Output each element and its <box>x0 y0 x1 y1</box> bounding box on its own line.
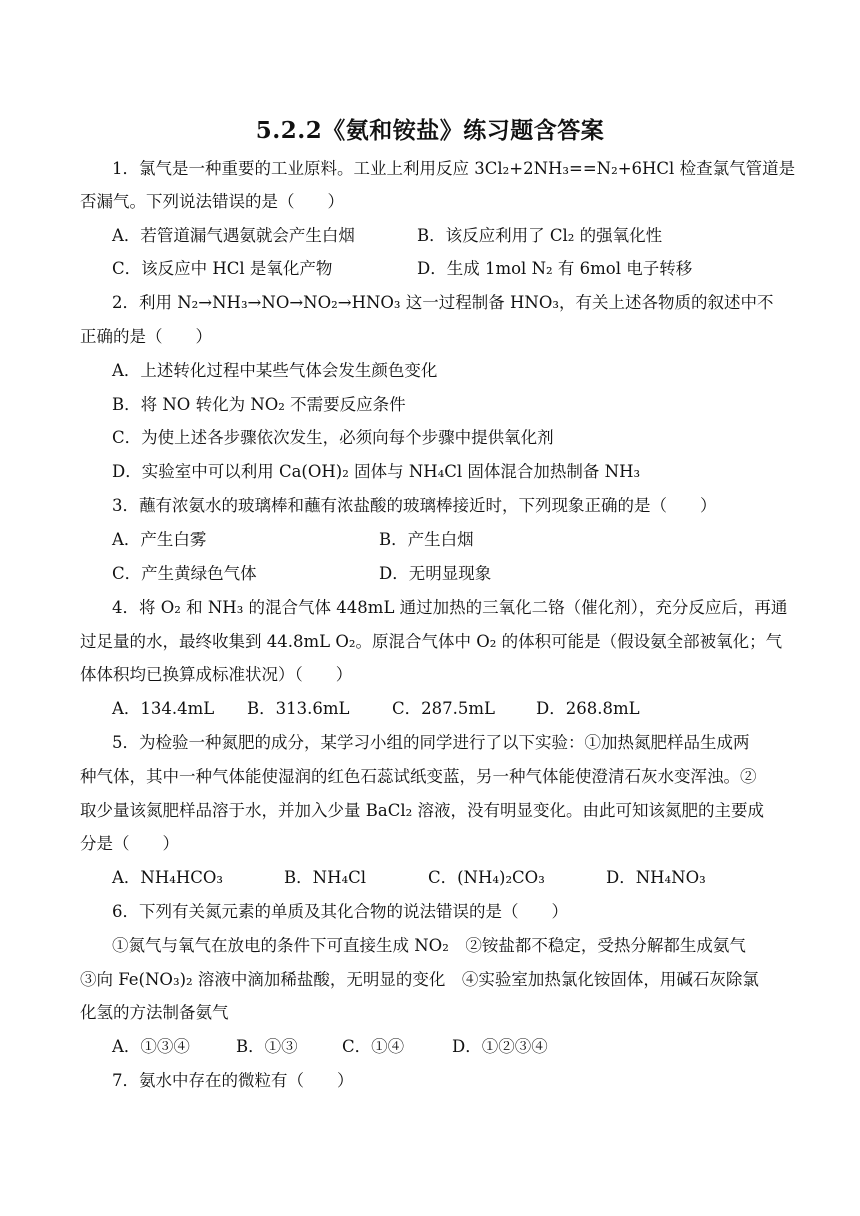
q6-stem-line1: 6．下列有关氮元素的单质及其化合物的说法错误的是（ ） <box>112 902 568 921</box>
q5-option-b: B．NH₄Cl <box>284 868 366 887</box>
q7-stem-line1: 7．氨水中存在的微粒有（ ） <box>112 1071 354 1090</box>
q2-option-b: B．将 NO 转化为 NO₂ 不需要反应条件 <box>112 395 406 414</box>
q1-option-b: B．该反应利用了 Cl₂ 的强氧化性 <box>417 226 663 245</box>
q5-stem-line4: 分是（ ） <box>80 834 179 853</box>
q6-stem-line4: 化氢的方法制备氨气 <box>80 1003 229 1022</box>
q4-stem-line2: 过足量的水，最终收集到 44.8mL O₂。原混合气体中 O₂ 的体积可能是（假设氨全部被氧化；气 <box>80 632 783 651</box>
q1-stem-line1: 1．氯气是一种重要的工业原料。工业上利用反应 3Cl₂+2NH₃==N₂+6HCl 检查氯气管道是 <box>112 159 796 178</box>
q6-option-a: A．①③④ <box>112 1037 190 1056</box>
q6-option-b: B．①③ <box>236 1037 298 1056</box>
q2-option-a: A．上述转化过程中某些气体会发生颜色变化 <box>112 361 438 380</box>
q3-option-a: A．产生白雾 <box>112 530 207 549</box>
q5-option-d: D．NH₄NO₃ <box>606 868 706 887</box>
q4-option-b: B．313.6mL <box>247 699 350 718</box>
q3-option-b: B．产生白烟 <box>379 530 474 549</box>
q5-stem-line3: 取少量该氮肥样品溶于水，并加入少量 BaCl₂ 溶液，没有明显变化。由此可知该氮肥的主要成 <box>80 801 764 820</box>
q1-option-d: D．生成 1mol N₂ 有 6mol 电子转移 <box>417 259 693 278</box>
q2-stem-line2: 正确的是（ ） <box>80 327 212 346</box>
q6-stem-line2: ①氮气与氧气在放电的条件下可直接生成 NO₂ ②铵盐都不稳定，受热分解都生成氨气 <box>112 936 746 955</box>
q3-option-d: D．无明显现象 <box>379 564 492 583</box>
q4-option-a: A．134.4mL <box>112 699 215 718</box>
q4-stem-line1: 4．将 O₂ 和 NH₃ 的混合气体 448mL 通过加热的三氧化二铬（催化剂），充分反应后，再通 <box>112 598 788 617</box>
q2-stem-line1: 2．利用 N₂→NH₃→NO→NO₂→HNO₃ 这一过程制备 HNO₃，有关上述各物质的叙述中不 <box>112 293 774 312</box>
q1-option-a: A．若管道漏气遇氨就会产生白烟 <box>112 226 355 245</box>
q5-stem-line2: 种气体，其中一种气体能使湿润的红色石蕊试纸变蓝，另一种气体能使澄清石灰水变浑浊。② <box>80 767 757 786</box>
q2-option-c: C．为使上述各步骤依次发生，必须向每个步骤中提供氧化剂 <box>112 428 554 447</box>
q4-option-d: D．268.8mL <box>536 699 640 718</box>
q4-stem-line3: 体体积均已换算成标准状况）（ ） <box>80 665 353 684</box>
q6-option-d: D．①②③④ <box>452 1037 548 1056</box>
q3-stem-line1: 3．蘸有浓氨水的玻璃棒和蘸有浓盐酸的玻璃棒接近时，下列现象正确的是（ ） <box>112 496 717 515</box>
page-title: 5.2.2《氨和铵盐》练习题含答案 <box>255 117 605 144</box>
q5-option-c: C．(NH₄)₂CO₃ <box>428 868 545 887</box>
q5-stem-line1: 5．为检验一种氮肥的成分，某学习小组的同学进行了以下实验：①加热氮肥样品生成两 <box>112 733 750 752</box>
q6-stem-line3: ③向 Fe(NO₃)₂ 溶液中滴加稀盐酸，无明显的变化 ④实验室加热氯化铵固体，用碱石灰除氯 <box>80 970 759 989</box>
q4-option-c: C．287.5mL <box>392 699 495 718</box>
q6-option-c: C．①④ <box>342 1037 405 1056</box>
q1-option-c: C．该反应中 HCl 是氧化产物 <box>112 259 333 278</box>
q2-option-d: D．实验室中可以利用 Ca(OH)₂ 固体与 NH₄Cl 固体混合加热制备 NH₃ <box>112 462 641 481</box>
q3-option-c: C．产生黄绿色气体 <box>112 564 257 583</box>
q1-stem-line2: 否漏气。下列说法错误的是（ ） <box>80 192 344 211</box>
q5-option-a: A．NH₄HCO₃ <box>112 868 224 887</box>
